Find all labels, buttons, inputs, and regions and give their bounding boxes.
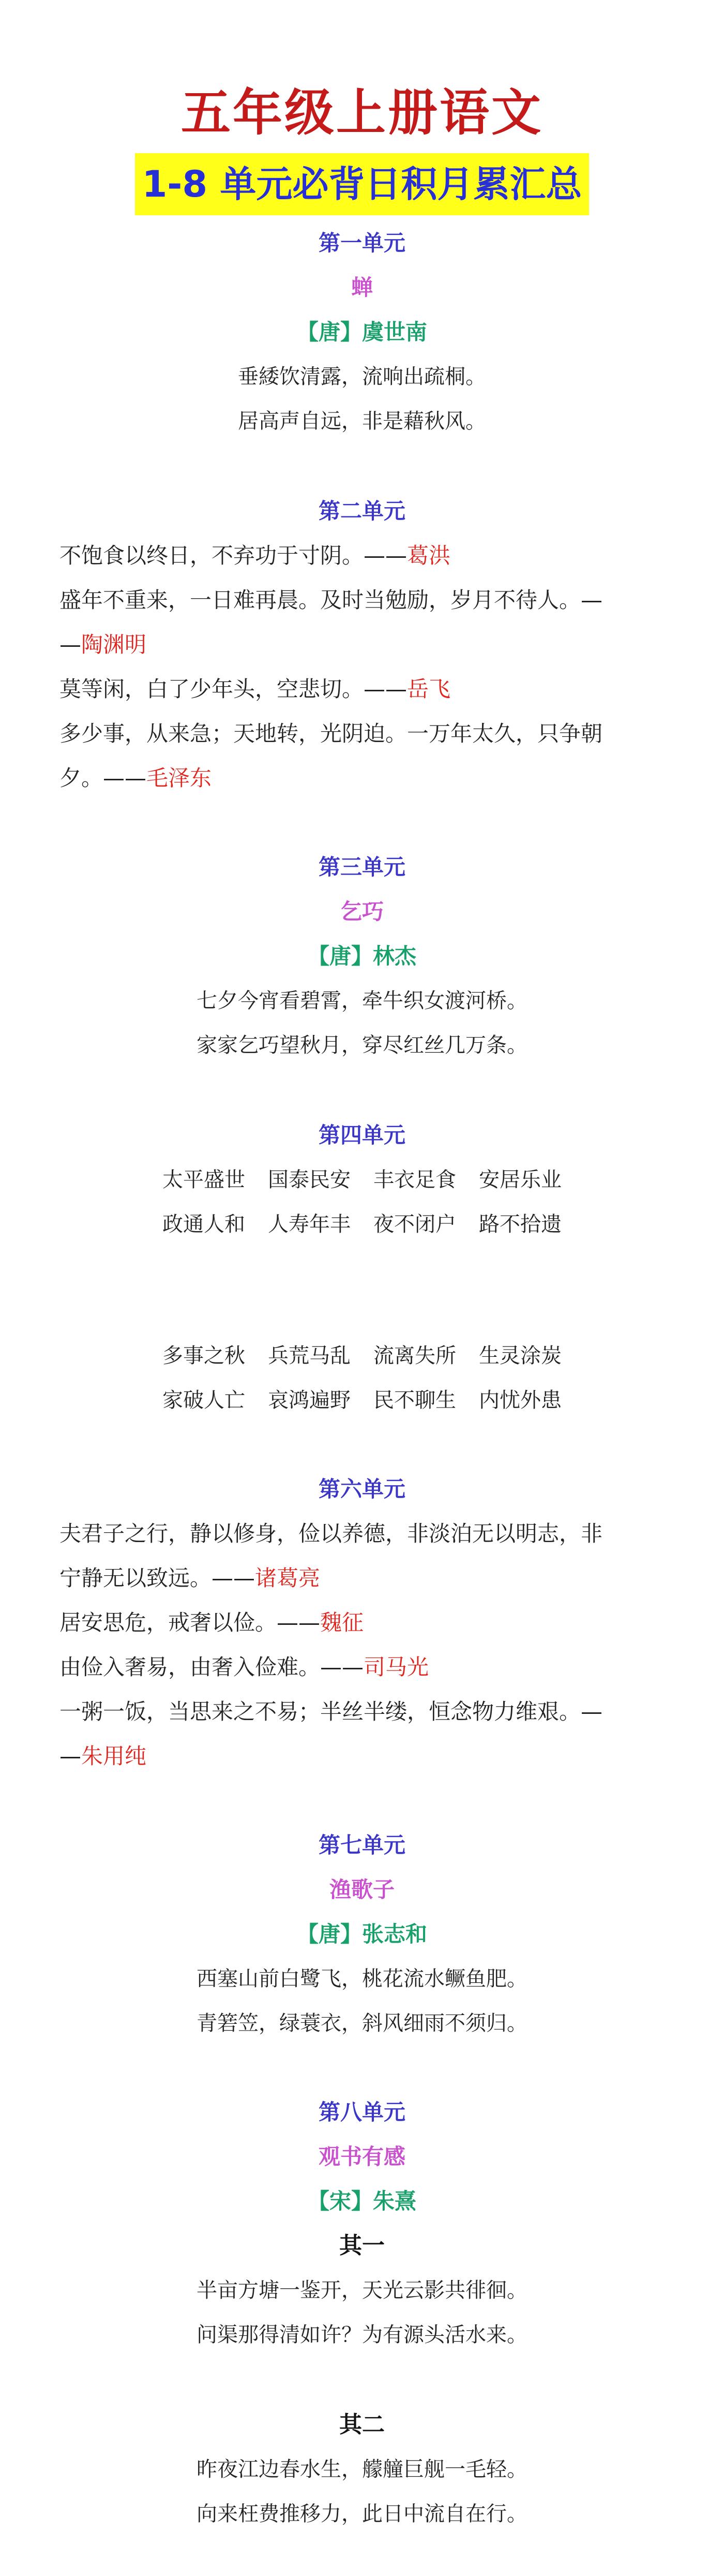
idiom: 生灵涂炭 xyxy=(479,1344,562,1368)
unit-1-poem-title: 蝉 xyxy=(351,275,373,300)
unit-4-heading: 第四单元 xyxy=(318,1122,405,1148)
unit-6-heading: 第六单元 xyxy=(318,1476,405,1502)
quote-author: 魏征 xyxy=(320,1610,364,1635)
idiom: 太平盛世 xyxy=(162,1168,245,1192)
unit-2-quote-2-cont xyxy=(59,629,670,660)
unit-2-quote-3 xyxy=(59,674,670,705)
page-subtitle: 1-8 单元必背日积月累汇总 xyxy=(135,153,590,215)
unit-3-poem-title: 乞巧 xyxy=(340,899,384,924)
unit-6-quote-3 xyxy=(59,1652,670,1683)
quote-text: 宁静无以致远。—— xyxy=(59,1565,255,1591)
unit-7-poem-line-1: 西塞山前白鹭飞，桃花流水鳜鱼肥。 xyxy=(197,1967,527,1991)
quote-author: 陶渊明 xyxy=(81,632,147,657)
unit-4-idiom-row-3 xyxy=(0,1340,724,1371)
quote-author: 葛洪 xyxy=(407,543,451,568)
unit-7-poem-title: 渔歌子 xyxy=(329,1877,395,1902)
unit-7-poem-line-2: 青箬笠，绿蓑衣，斜风细雨不须归。 xyxy=(197,2011,527,2035)
unit-8-part-2-heading: 其二 xyxy=(339,2411,385,2438)
idiom: 安居乐业 xyxy=(479,1168,562,1192)
unit-6-quote-1-cont xyxy=(59,1563,670,1594)
unit-7-heading: 第七单元 xyxy=(318,1832,405,1858)
unit-6-quote-2 xyxy=(59,1607,670,1638)
quote-text: 莫等闲，白了少年头，空悲切。—— xyxy=(59,676,408,702)
unit-3-poem-line-1: 七夕今宵看碧霄，牵牛织女渡河桥。 xyxy=(197,989,527,1013)
unit-8-part-2-line-1: 昨夜江边春水生，艨艟巨舰一毛轻。 xyxy=(197,2457,527,2481)
quote-text: — xyxy=(59,1743,81,1769)
quote-text: 不饱食以终日，不弃功于寸阴。—— xyxy=(59,543,408,568)
unit-6-quote-4: 一粥一饭，当思来之不易；半丝半缕，恒念物力维艰。— xyxy=(59,1699,603,1724)
unit-6-quote-4-cont xyxy=(59,1741,670,1772)
quote-text: 居安思危，戒奢以俭。—— xyxy=(59,1610,321,1635)
idiom: 家破人亡 xyxy=(162,1388,245,1412)
idiom: 政通人和 xyxy=(162,1212,245,1236)
idiom: 人寿年丰 xyxy=(268,1212,351,1236)
quote-author: 岳飞 xyxy=(407,676,451,702)
unit-1-poem-line-1: 垂緌饮清露，流响出疏桐。 xyxy=(238,365,486,389)
unit-2-quote-4: 多少事，从来急；天地转，光阴迫。一万年太久，只争朝 xyxy=(59,721,603,746)
idiom: 多事之秋 xyxy=(162,1344,245,1368)
page-title: 五年级上册语文 xyxy=(181,84,543,142)
unit-2-quote-4-cont xyxy=(59,763,670,794)
unit-8-part-1-heading: 其一 xyxy=(339,2232,385,2259)
subtitle-banner xyxy=(0,153,724,215)
unit-2-quote-2: 盛年不重来，一日难再晨。及时当勉励，岁月不待人。— xyxy=(59,587,603,613)
idiom: 民不聊生 xyxy=(373,1388,456,1412)
unit-1-poem-author: 【唐】虞世南 xyxy=(296,319,427,345)
quote-author: 司马光 xyxy=(364,1654,429,1680)
idiom: 国泰民安 xyxy=(268,1168,351,1192)
unit-8-poem-author: 【宋】朱熹 xyxy=(307,2188,416,2214)
unit-8-part-1-line-1: 半亩方塘一鉴开，天光云影共徘徊。 xyxy=(197,2278,527,2302)
unit-8-heading: 第八单元 xyxy=(318,2099,405,2125)
unit-7-poem-author: 【唐】张志和 xyxy=(296,1921,427,1947)
idiom: 内忧外患 xyxy=(479,1388,562,1412)
unit-1-heading: 第一单元 xyxy=(318,230,405,256)
idiom: 丰衣足食 xyxy=(373,1168,456,1192)
quote-text: 由俭入奢易，由奢入俭难。—— xyxy=(59,1654,364,1680)
unit-8-poem-title: 观书有感 xyxy=(318,2144,405,2169)
unit-2-quote-1 xyxy=(59,540,670,571)
unit-8-part-1-line-2: 问渠那得清如许？为有源头活水来。 xyxy=(197,2323,527,2347)
idiom: 兵荒马乱 xyxy=(268,1344,351,1368)
unit-3-poem-author: 【唐】林杰 xyxy=(307,943,416,969)
quote-text: — xyxy=(59,632,81,657)
quote-text: 夕。—— xyxy=(59,765,147,791)
idiom: 流离失所 xyxy=(373,1344,456,1368)
quote-author: 毛泽东 xyxy=(146,765,212,791)
idiom: 夜不闭户 xyxy=(373,1212,456,1236)
unit-8-part-2-line-2: 向来枉费推移力，此日中流自在行。 xyxy=(197,2502,527,2526)
unit-4-idiom-row-1 xyxy=(0,1164,724,1195)
unit-6-quote-1: 夫君子之行，静以修身，俭以养德，非淡泊无以明志，非 xyxy=(59,1521,603,1546)
idiom: 哀鸿遍野 xyxy=(268,1388,351,1412)
unit-1-poem-line-2: 居高声自远，非是藉秋风。 xyxy=(238,409,486,433)
idiom: 路不拾遗 xyxy=(479,1212,562,1236)
unit-2-heading: 第二单元 xyxy=(318,498,405,524)
unit-3-poem-line-2: 家家乞巧望秋月，穿尽红丝几万条。 xyxy=(197,1033,527,1057)
unit-4-idiom-row-4 xyxy=(0,1385,724,1416)
unit-3-heading: 第三单元 xyxy=(318,854,405,880)
quote-author: 诸葛亮 xyxy=(255,1565,321,1591)
unit-4-idiom-row-2 xyxy=(0,1209,724,1240)
quote-author: 朱用纯 xyxy=(81,1743,147,1769)
